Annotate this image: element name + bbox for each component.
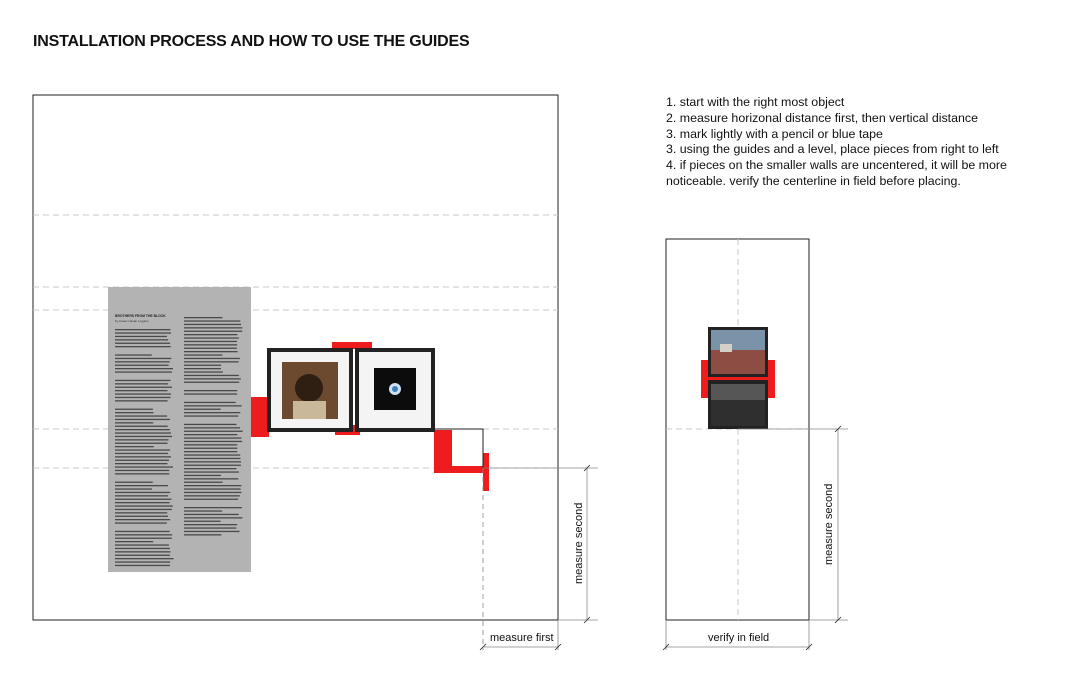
article-text-line — [115, 485, 168, 486]
article-text-line — [184, 412, 240, 413]
article-text-line — [115, 512, 167, 513]
article-text-line — [115, 509, 172, 510]
article-text-line — [184, 415, 238, 416]
article-text-line — [115, 460, 169, 461]
article-text-line — [184, 371, 223, 372]
article-text-line — [184, 361, 239, 362]
article-text-line — [115, 365, 169, 366]
article-text-line — [184, 531, 240, 532]
article-text-line — [184, 334, 237, 335]
article-text-line — [115, 495, 168, 496]
article-text-line — [184, 437, 241, 438]
article-text-line — [115, 488, 152, 489]
article-text-line — [115, 482, 153, 483]
measure-first-label: measure first — [490, 632, 554, 644]
article-text-line — [184, 427, 240, 428]
page-title: INSTALLATION PROCESS AND HOW TO USE THE GUIDES — [33, 33, 470, 50]
measure-second-label-left: measure second — [573, 502, 585, 584]
article-text-line — [184, 514, 239, 515]
article-text-line — [184, 471, 239, 472]
article-text-line — [115, 516, 168, 517]
article-text-line — [184, 458, 240, 459]
article-text-line — [184, 475, 221, 476]
article-text-line — [184, 405, 242, 406]
article-text-line — [115, 538, 172, 539]
article-text-line — [115, 358, 171, 359]
article-byline: by Ameer Hasan Loggins — [115, 319, 149, 323]
article-text-line — [115, 544, 169, 545]
article-text-line — [115, 436, 172, 437]
article-text-line — [184, 482, 223, 483]
article-text-line — [115, 390, 167, 391]
article-text-line — [115, 368, 173, 369]
framed-vinyl-record — [355, 348, 435, 432]
article-text-line — [115, 371, 172, 372]
article-text-line — [115, 336, 167, 337]
article-text-line — [184, 444, 237, 445]
article-text-line — [184, 368, 221, 369]
article-text-line — [115, 519, 170, 520]
article-text-line — [184, 510, 222, 511]
guide-template — [434, 466, 486, 473]
article-text-line — [184, 324, 241, 325]
article-text-line — [115, 343, 170, 344]
framed-portrait — [267, 348, 353, 432]
article-text-line — [184, 331, 242, 332]
article-text-line — [115, 361, 170, 362]
guide-template — [483, 453, 489, 491]
article-text-line — [115, 346, 171, 347]
article-text-line — [184, 424, 237, 425]
article-text-line — [184, 390, 237, 391]
article-text-line — [115, 387, 172, 388]
article-text-line — [115, 470, 169, 471]
measure-second-label-right: measure second — [823, 483, 835, 565]
article-text-line — [115, 502, 170, 503]
article-text-line — [115, 463, 167, 464]
article-text-line — [184, 431, 243, 432]
article-text-line — [184, 485, 241, 486]
article-text-line — [115, 393, 171, 394]
article-text-line — [184, 521, 221, 522]
article-text-line — [115, 432, 171, 433]
article-text-line — [115, 383, 168, 384]
article-headline: BROTHERS FROM THE BLOCK — [115, 314, 166, 318]
article-text-line — [184, 375, 239, 376]
article-text-line — [115, 499, 171, 500]
article-text-line — [184, 478, 238, 479]
article-text-line — [115, 561, 170, 562]
article-text-line — [184, 354, 222, 355]
article-text-line — [184, 451, 237, 452]
article-text-line — [184, 465, 241, 466]
article-text-line — [184, 448, 237, 449]
article-text-line — [184, 441, 242, 442]
article-text-line — [115, 531, 170, 532]
article-text-line — [184, 365, 221, 366]
article-text-line — [115, 449, 170, 450]
article-text-line — [115, 439, 169, 440]
article-text-line — [184, 378, 241, 379]
article-text-line — [115, 409, 153, 410]
verify-in-field-label: verify in field — [708, 632, 770, 644]
article-text-line — [115, 534, 172, 535]
article-text-line — [184, 517, 242, 518]
article-text-line — [184, 348, 237, 349]
article-text-line — [184, 488, 241, 489]
article-text-panel — [108, 287, 251, 572]
framed-photo-audience — [708, 380, 768, 429]
article-text-line — [115, 522, 167, 523]
article-text-line — [115, 400, 168, 401]
article-text-line — [115, 473, 169, 474]
article-text-line — [115, 443, 168, 444]
instruction-step: 3. using the guides and a level, place pieces from right to left — [666, 142, 999, 157]
article-text-line — [184, 507, 242, 508]
article-text-line — [184, 337, 239, 338]
article-text-line — [115, 339, 168, 340]
article-text-line — [115, 456, 171, 457]
article-text-line — [184, 461, 241, 462]
article-text-line — [115, 466, 173, 467]
article-text-line — [115, 419, 170, 420]
article-text-line — [115, 453, 168, 454]
article-text-line — [184, 499, 238, 500]
article-text-line — [115, 505, 173, 506]
article-text-line — [184, 402, 236, 403]
guide-template — [251, 397, 269, 437]
article-text-line — [184, 320, 240, 321]
article-text-line — [115, 492, 170, 493]
article-text-line — [184, 317, 222, 318]
article-text-line — [115, 429, 170, 430]
article-text-line — [184, 495, 240, 496]
article-text-line — [115, 555, 170, 556]
article-text-line — [115, 397, 170, 398]
framed-photo-crowd — [708, 327, 768, 377]
article-text-line — [184, 344, 237, 345]
instruction-step: 2. measure horizonal distance first, then vertical distance — [666, 110, 978, 125]
article-text-line — [115, 541, 153, 542]
article-text-line — [184, 534, 221, 535]
article-body-text-lines — [108, 287, 251, 572]
article-text-line — [184, 327, 242, 328]
article-text-line — [115, 422, 153, 423]
article-text-line — [184, 434, 237, 435]
article-text-line — [184, 393, 237, 394]
right-dimension-lines — [663, 426, 848, 650]
article-text-line — [115, 446, 154, 447]
article-text-line — [115, 380, 171, 381]
article-text-line — [115, 551, 171, 552]
article-text-line — [115, 354, 152, 355]
article-text-line — [115, 426, 168, 427]
article-text-line — [184, 527, 236, 528]
article-text-line — [184, 454, 240, 455]
article-text-line — [115, 415, 167, 416]
article-text-line — [115, 329, 170, 330]
article-text-line — [184, 492, 241, 493]
article-text-line — [115, 565, 170, 566]
article-text-line — [184, 409, 221, 410]
article-text-line — [115, 548, 170, 549]
article-text-line — [184, 382, 239, 383]
article-text-line — [184, 358, 240, 359]
article-text-line — [115, 412, 154, 413]
instruction-step: 1. start with the right most object — [666, 95, 845, 109]
article-text-line — [115, 332, 171, 333]
article-text-line — [184, 351, 238, 352]
article-text-line — [115, 558, 174, 559]
instruction-step: 4. if pieces on the smaller walls are uncentered, it will be more noticeable. verify the centerline in field before placing. — [666, 158, 1007, 188]
article-text-line — [184, 524, 237, 525]
article-text-line — [184, 468, 236, 469]
article-text-line — [184, 341, 237, 342]
instruction-step: 3. mark lightly with a pencil or blue tape — [666, 126, 883, 141]
